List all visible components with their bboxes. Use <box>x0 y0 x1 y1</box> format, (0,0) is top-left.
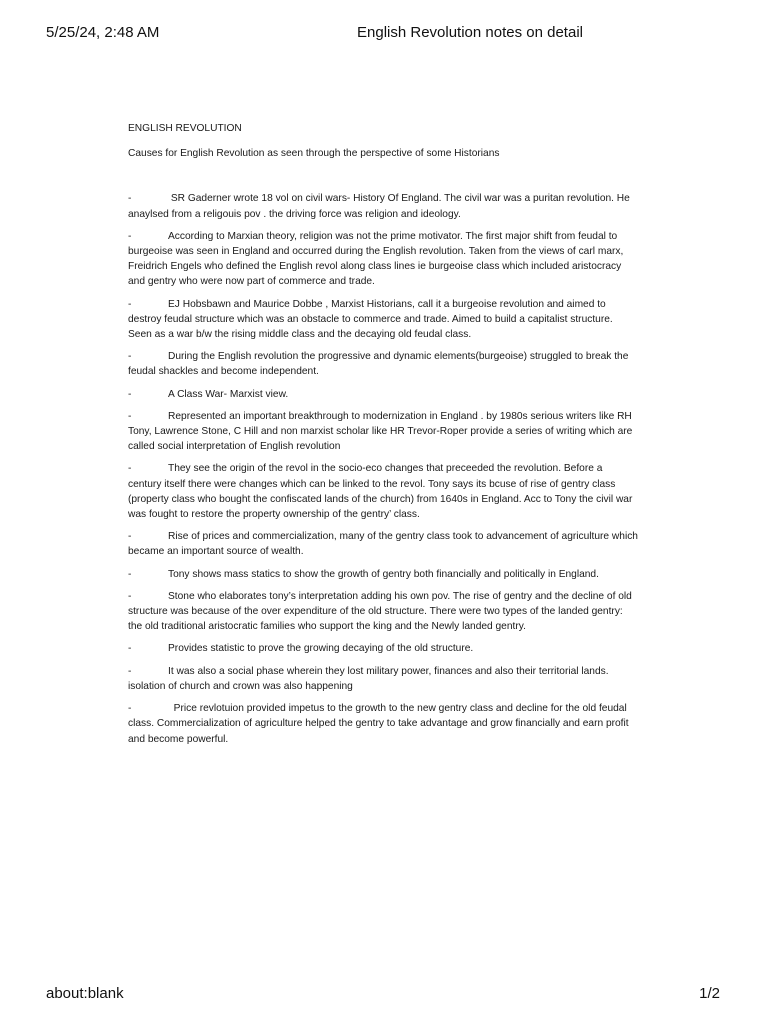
bullet-text: During the English revolution the progressive and dynamic elements(burgeoise) struggled to break the feudal shackles and become independent. <box>128 351 632 378</box>
bullet-text: According to Marxian theory, religion was not the prime motivator. The first major shift from feudal to burgeoise was seen in England and occurred during the English revolution. Taken from the views of carl marx, Freidrich Engels who defined the English revol along class lines ie burgeoise class which included aristocracy and gentry who were now part of commerce and trade. <box>128 230 627 288</box>
bullet-marker: - <box>128 193 132 205</box>
bullet-item <box>128 461 638 522</box>
bullet-marker: - <box>128 665 132 677</box>
bullet-text: EJ Hobsbawn and Maurice Dobbe , Marxist Historians, call it a burgeoise revolution and aimed to destroy feudal structure which was an obstacle to commerce and trade. Aimed to build a capitalist structure. Seen as a war b/w the rising middle class and the decaying old feudal class. <box>128 298 616 341</box>
document-subtitle: Causes for English Revolution as seen through the perspective of some Historians <box>128 148 500 160</box>
print-page-title: English Revolution notes on detail <box>357 24 583 41</box>
bullet-item <box>128 529 641 559</box>
print-datetime: 5/25/24, 2:48 AM <box>46 24 160 41</box>
bullet-item <box>128 641 638 656</box>
bullet-text: A Class War- Marxist view. <box>168 388 289 400</box>
bullet-marker: - <box>128 463 132 475</box>
bullet-marker: - <box>128 388 132 400</box>
document-title: ENGLISH REVOLUTION <box>128 123 242 134</box>
bullet-item <box>128 664 638 694</box>
bullet-text: Rise of prices and commercialization, many of the gentry class took to advancement of agriculture which became an important source of wealth. <box>128 531 641 558</box>
bullet-item <box>128 589 638 635</box>
bullet-item <box>128 409 638 455</box>
bullet-item <box>128 297 638 343</box>
bullet-list <box>128 191 641 746</box>
bullet-marker: - <box>128 568 132 580</box>
bullet-marker: - <box>128 590 132 602</box>
bullet-item <box>128 349 638 379</box>
print-url: about:blank <box>46 985 124 1002</box>
bullet-text: Stone who elaborates tony’s interpretation adding his own pov. The rise of gentry and the decline of old structure was because of the over expenditure of the old structure. There were two types of the landed gentry: the old traditional aristocratic families who support the king and the Newly landed gentry. <box>128 590 635 633</box>
bullet-marker: - <box>128 703 132 715</box>
bullet-text: Represented an important breakthrough to modernization in England . by 1980s serious writers like RH Tony, Lawrence Stone, C Hill and non marxist scholar like HR Trevor-Roper provide a series of writing which are called social interpretation of English revolution <box>128 410 636 453</box>
bullet-marker: - <box>128 531 132 543</box>
bullet-item <box>128 567 638 582</box>
bullet-item <box>128 229 638 290</box>
bullet-marker: - <box>128 230 132 242</box>
bullet-text: Price revlotuion provided impetus to the growth to the new gentry class and decline for the old feudal class. Commercialization of agriculture helped the gentry to take advantage and grow financially and earn profit and become powerful. <box>128 703 632 745</box>
bullet-text: SR Gaderner wrote 18 vol on civil wars- History Of England. The civil war was a puritan revolution. He anaylsed from a religouis pov . the driving force was religion and ideology. <box>128 193 633 220</box>
bullet-text: They see the origin of the revol in the socio-eco changes that preceeded the revolution. Before a century itself there were changes which can be linked to the revol. Tony says its bcuse of rise of gentry class (property class who bought the confiscated lands of the church) from 1640s in England. Acc to Tony the civil war was fought to restore the property ownership of the gentry’ class. <box>128 463 636 521</box>
bullet-marker: - <box>128 643 132 655</box>
document-body <box>128 121 641 754</box>
bullet-text: Provides statistic to prove the growing decaying of the old structure. <box>168 643 474 655</box>
bullet-marker: - <box>128 351 132 363</box>
bullet-item <box>128 701 638 747</box>
print-page-number: 1/2 <box>699 985 720 1002</box>
bullet-text: It was also a social phase wherein they lost military power, finances and also their territorial lands. isolation of church and crown was also happening <box>128 665 612 692</box>
bullet-marker: - <box>128 298 132 310</box>
bullet-text: Tony shows mass statics to show the growth of gentry both financially and politically in England. <box>168 568 599 580</box>
bullet-item <box>128 387 638 402</box>
bullet-item <box>128 191 638 221</box>
bullet-marker: - <box>128 410 132 422</box>
